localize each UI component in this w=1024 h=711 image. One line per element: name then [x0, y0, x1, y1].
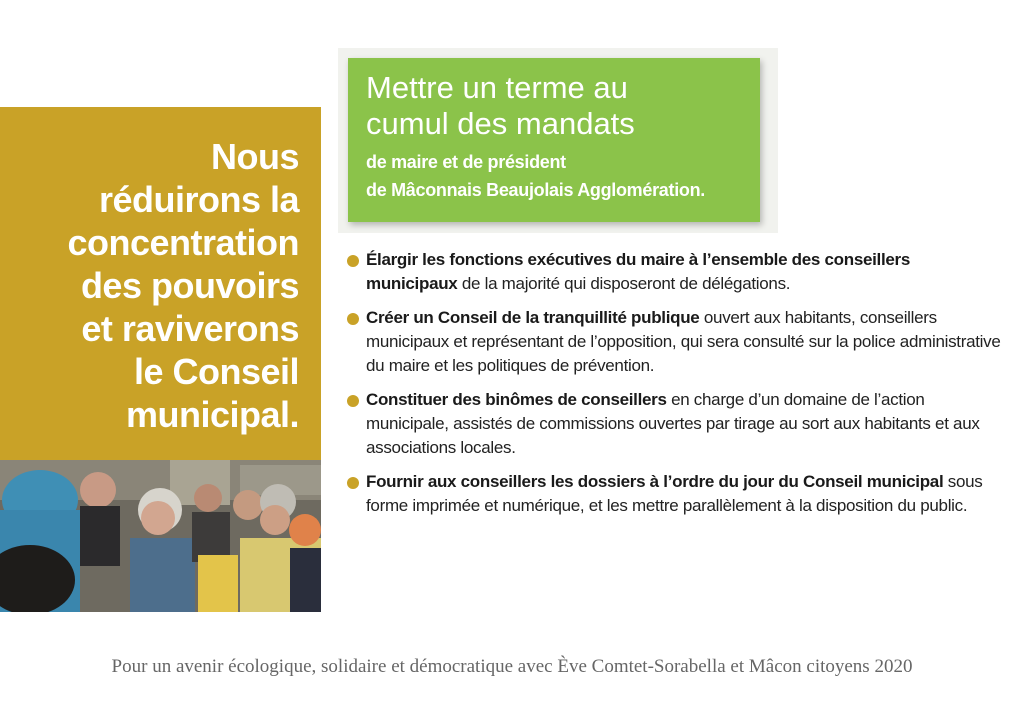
bullet-dot-icon [347, 255, 359, 267]
headline-line: municipal. [125, 394, 299, 435]
bullet-dot-icon [347, 395, 359, 407]
title-line: cumul des mandats [366, 106, 635, 141]
left-headline-panel [0, 107, 321, 460]
item-bold-text: Fournir aux conseillers les dossiers à l’ordre du jour du Conseil municipal [366, 472, 944, 491]
item-text: sous forme imprimée et numérique, et les mettre parallèlement à la disposition du public. [366, 472, 983, 515]
green-callout-subtitle [366, 148, 766, 204]
headline-line: Nous [211, 136, 299, 177]
item-text: ouvert aux habitants, conseillers municipaux et représentant de l’opposition, qui sera consulté sur la police administrative du maire et les politiques de prévention. [366, 308, 1001, 375]
headline-line: concentration [67, 222, 299, 263]
left-headline [0, 135, 299, 436]
title-line: Mettre un terme au [366, 70, 628, 105]
proposal-list [345, 248, 1005, 528]
item-bold-text: Constituer des binômes de conseillers [366, 390, 667, 409]
bullet-dot-icon [347, 477, 359, 489]
subtitle-line: de maire et de président [366, 152, 566, 172]
list-item [345, 470, 1005, 518]
green-callout-box [348, 58, 760, 222]
headline-line: réduirons la [98, 179, 299, 220]
meeting-photo-illustration [0, 460, 321, 612]
headline-line: des pouvoirs [80, 265, 299, 306]
bullet-dot-icon [347, 313, 359, 325]
subtitle-line: de Mâconnais Beaujolais Agglomération. [366, 180, 706, 200]
item-bold-text: Élargir les fonctions exécutives du maire à l’ensemble des conseillers municipaux [366, 250, 911, 293]
list-item [345, 306, 1005, 378]
headline-line: le Conseil [133, 351, 299, 392]
green-callout-title [366, 70, 756, 142]
council-meeting-photo [0, 460, 321, 612]
item-text: en charge d’un domaine de l’action municipale, assistés de commissions ouvertes par tirage au sort aux habitants et aux associations locales. [366, 390, 980, 457]
item-text: de la majorité qui disposeront de délégations. [457, 274, 791, 293]
list-item [345, 388, 1005, 460]
headline-line: et raviverons [81, 308, 299, 349]
item-bold-text: Créer un Conseil de la tranquillité publique [366, 308, 700, 327]
list-item [345, 248, 1005, 296]
footer-tagline: Pour un avenir écologique, solidaire et démocratique avec Ève Comtet-Sorabella et Mâcon citoyens 2020 [111, 656, 913, 677]
